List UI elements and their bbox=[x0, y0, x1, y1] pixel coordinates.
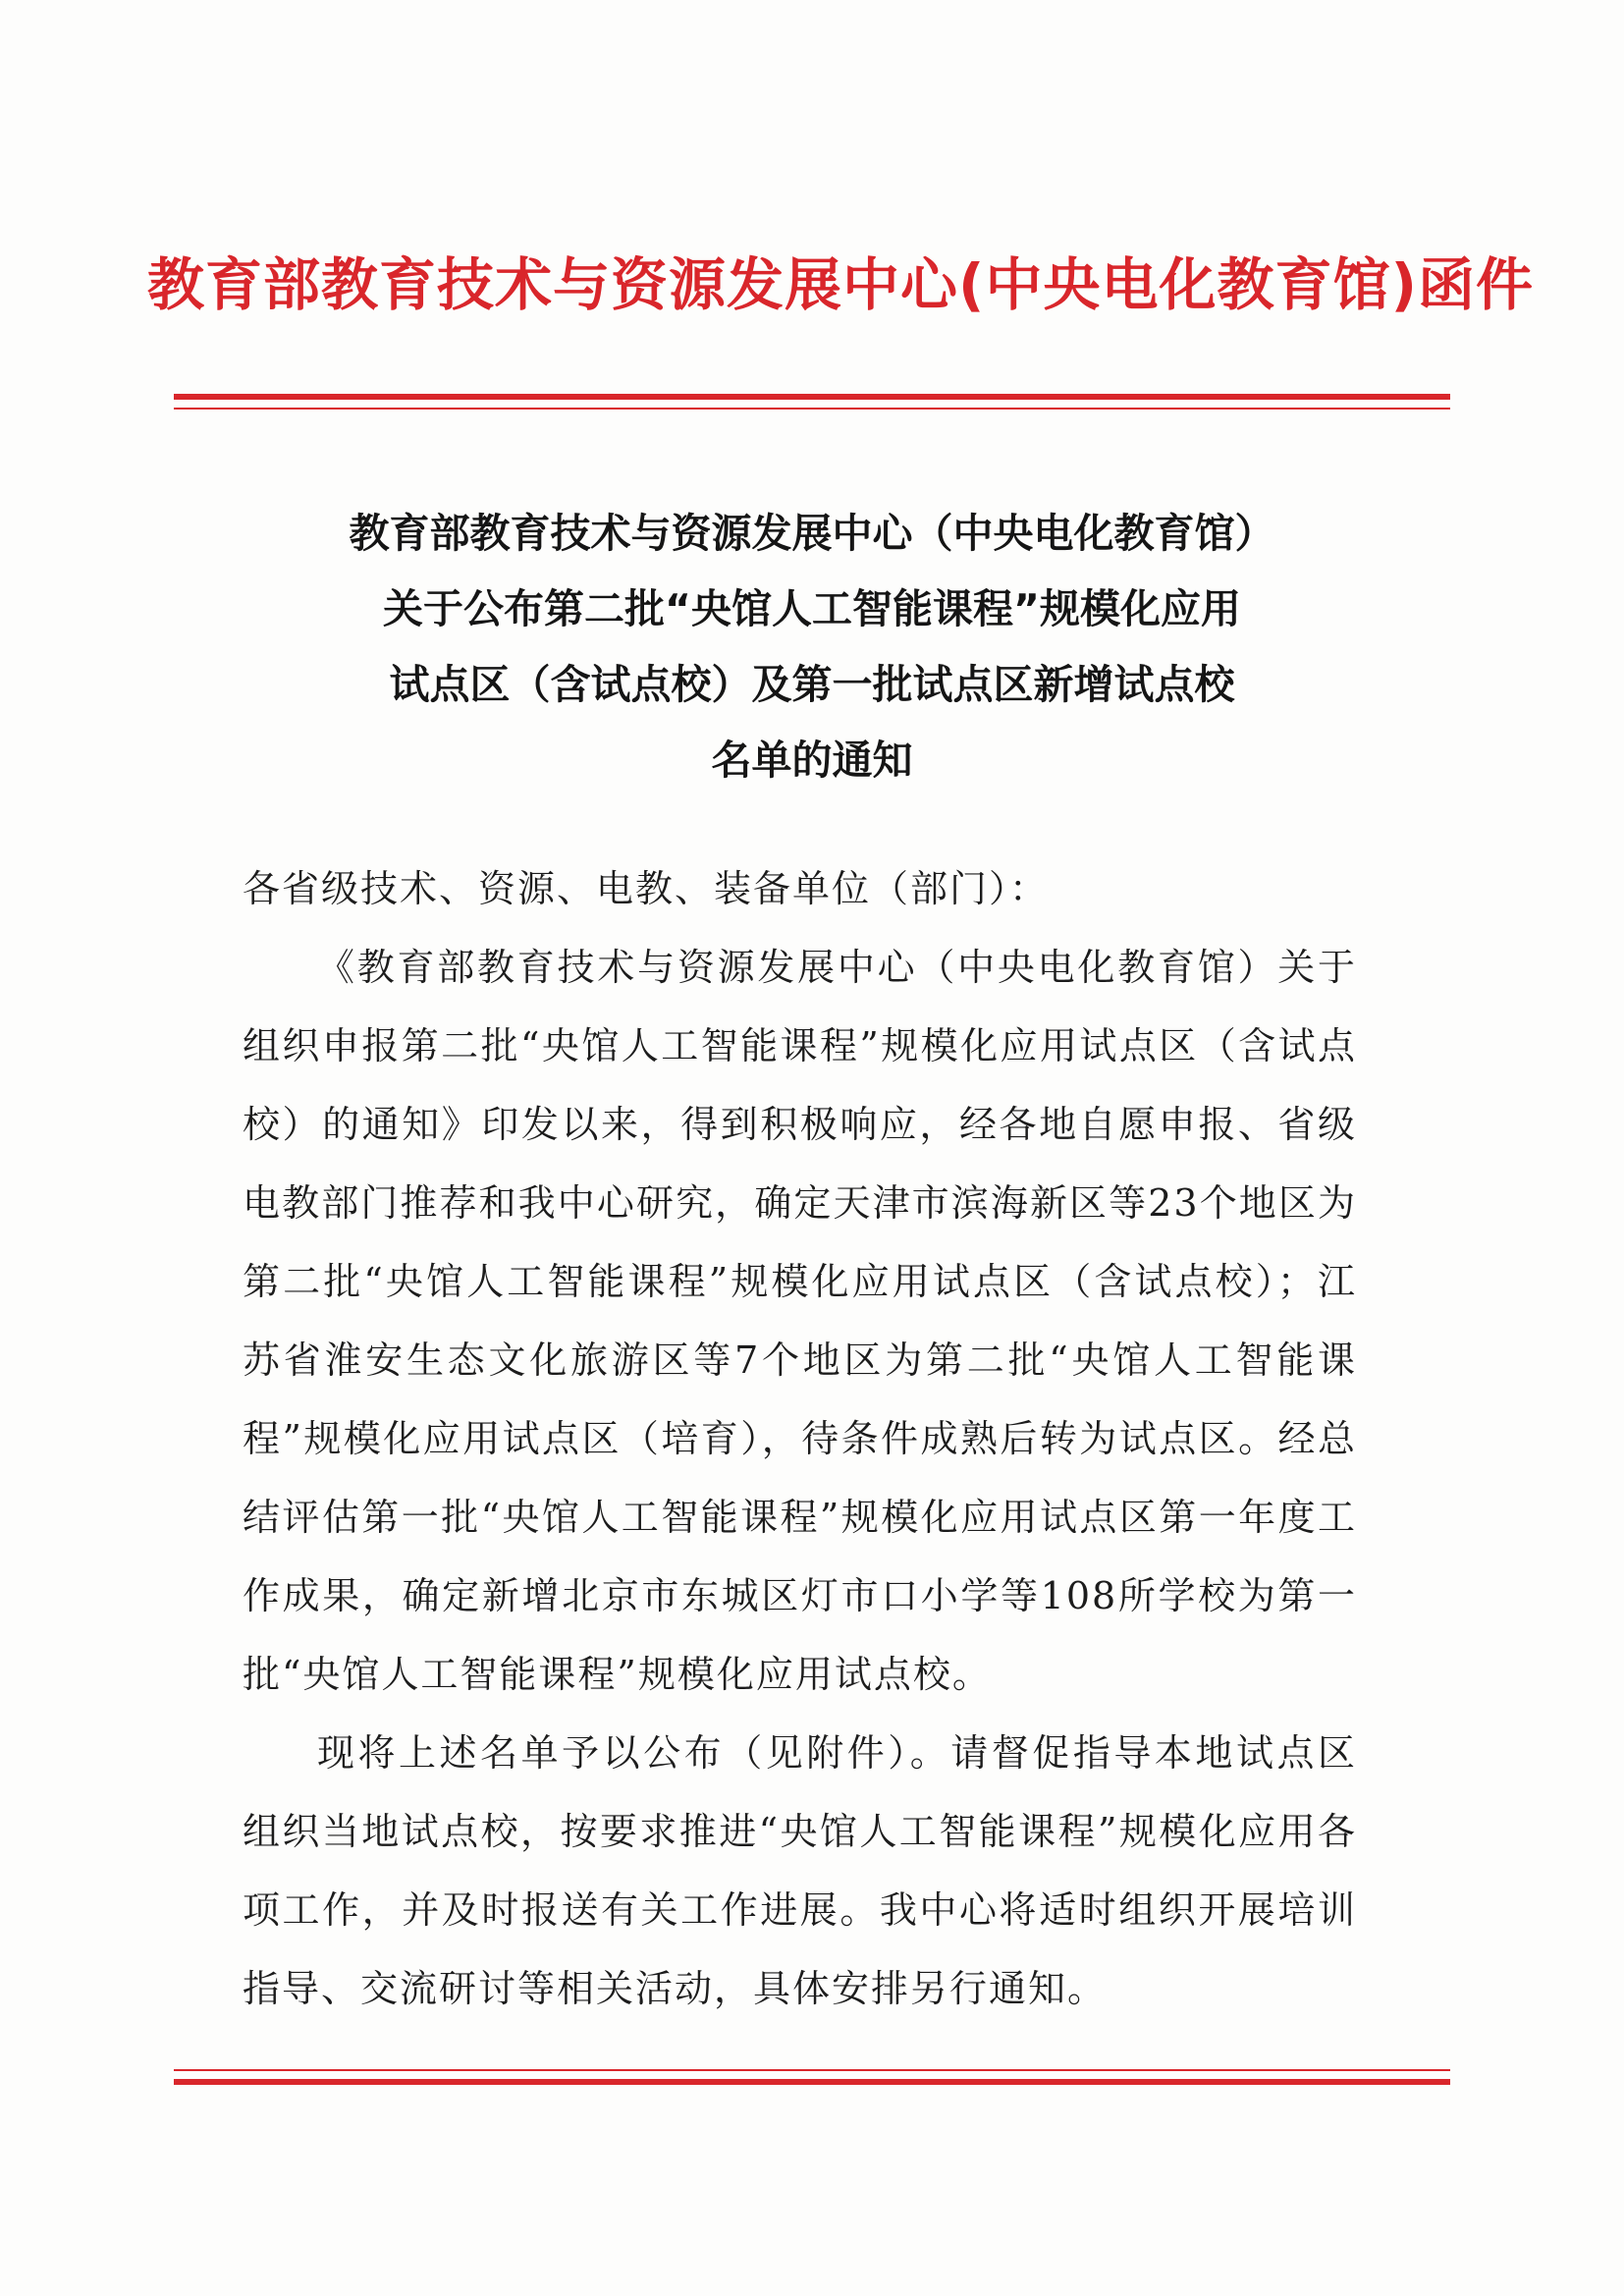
document-body bbox=[243, 849, 1357, 2028]
body-paragraph-2: 现将上述名单予以公布（见附件）。请督促指导本地试点区组织当地试点校，按要求推进“央馆人工智能课程”规模化应用各项工作，并及时报送有关工作进展。我中心将适时组织开展培训指导、交流研讨等相关活动，具体安排另行通知。 bbox=[243, 1731, 1357, 2010]
letterhead-rule-thick bbox=[174, 394, 1450, 400]
letterhead-title: 教育部教育技术与资源发展中心(中央电化教育馆)函件 bbox=[147, 251, 1535, 318]
title-line-4: 名单的通知 bbox=[711, 737, 913, 784]
document-title bbox=[196, 496, 1428, 798]
salutation: 各省级技术、资源、电教、装备单位（部门）： bbox=[243, 867, 1050, 910]
title-line-1: 教育部教育技术与资源发展中心（中央电化教育馆） bbox=[349, 510, 1275, 557]
letterhead-rule-thin bbox=[174, 408, 1450, 410]
body-paragraph-1: 《教育部教育技术与资源发展中心（中央电化教育馆）关于组织申报第二批“央馆人工智能课程”规模化应用试点区（含试点校）的通知》印发以来，得到积极响应，经各地自愿申报、省级电教部门推荐和我中心研究，确定天津市滨海新区等23个地区为第二批“央馆人工智能课程”规模化应用试点区（含试点校）；江苏省淮安生态文化旅游区等7个地区为第二批“央馆人工智能课程”规模化应用试点区（培育），待条件成熟后转为试点区。经总结评估第一批“央馆人工智能课程”规模化应用试点区第一年度工作成果，确定新增北京市东城区灯市口小学等108所学校为第一批“央馆人工智能课程”规模化应用试点校。 bbox=[243, 946, 1357, 1696]
title-line-2: 关于公布第二批“央馆人工智能课程”规模化应用 bbox=[383, 585, 1241, 632]
title-line-3: 试点区（含试点校）及第一批试点区新增试点校 bbox=[389, 661, 1235, 708]
footer-rule-thin bbox=[174, 2069, 1450, 2071]
footer-rule-thick bbox=[174, 2079, 1450, 2085]
